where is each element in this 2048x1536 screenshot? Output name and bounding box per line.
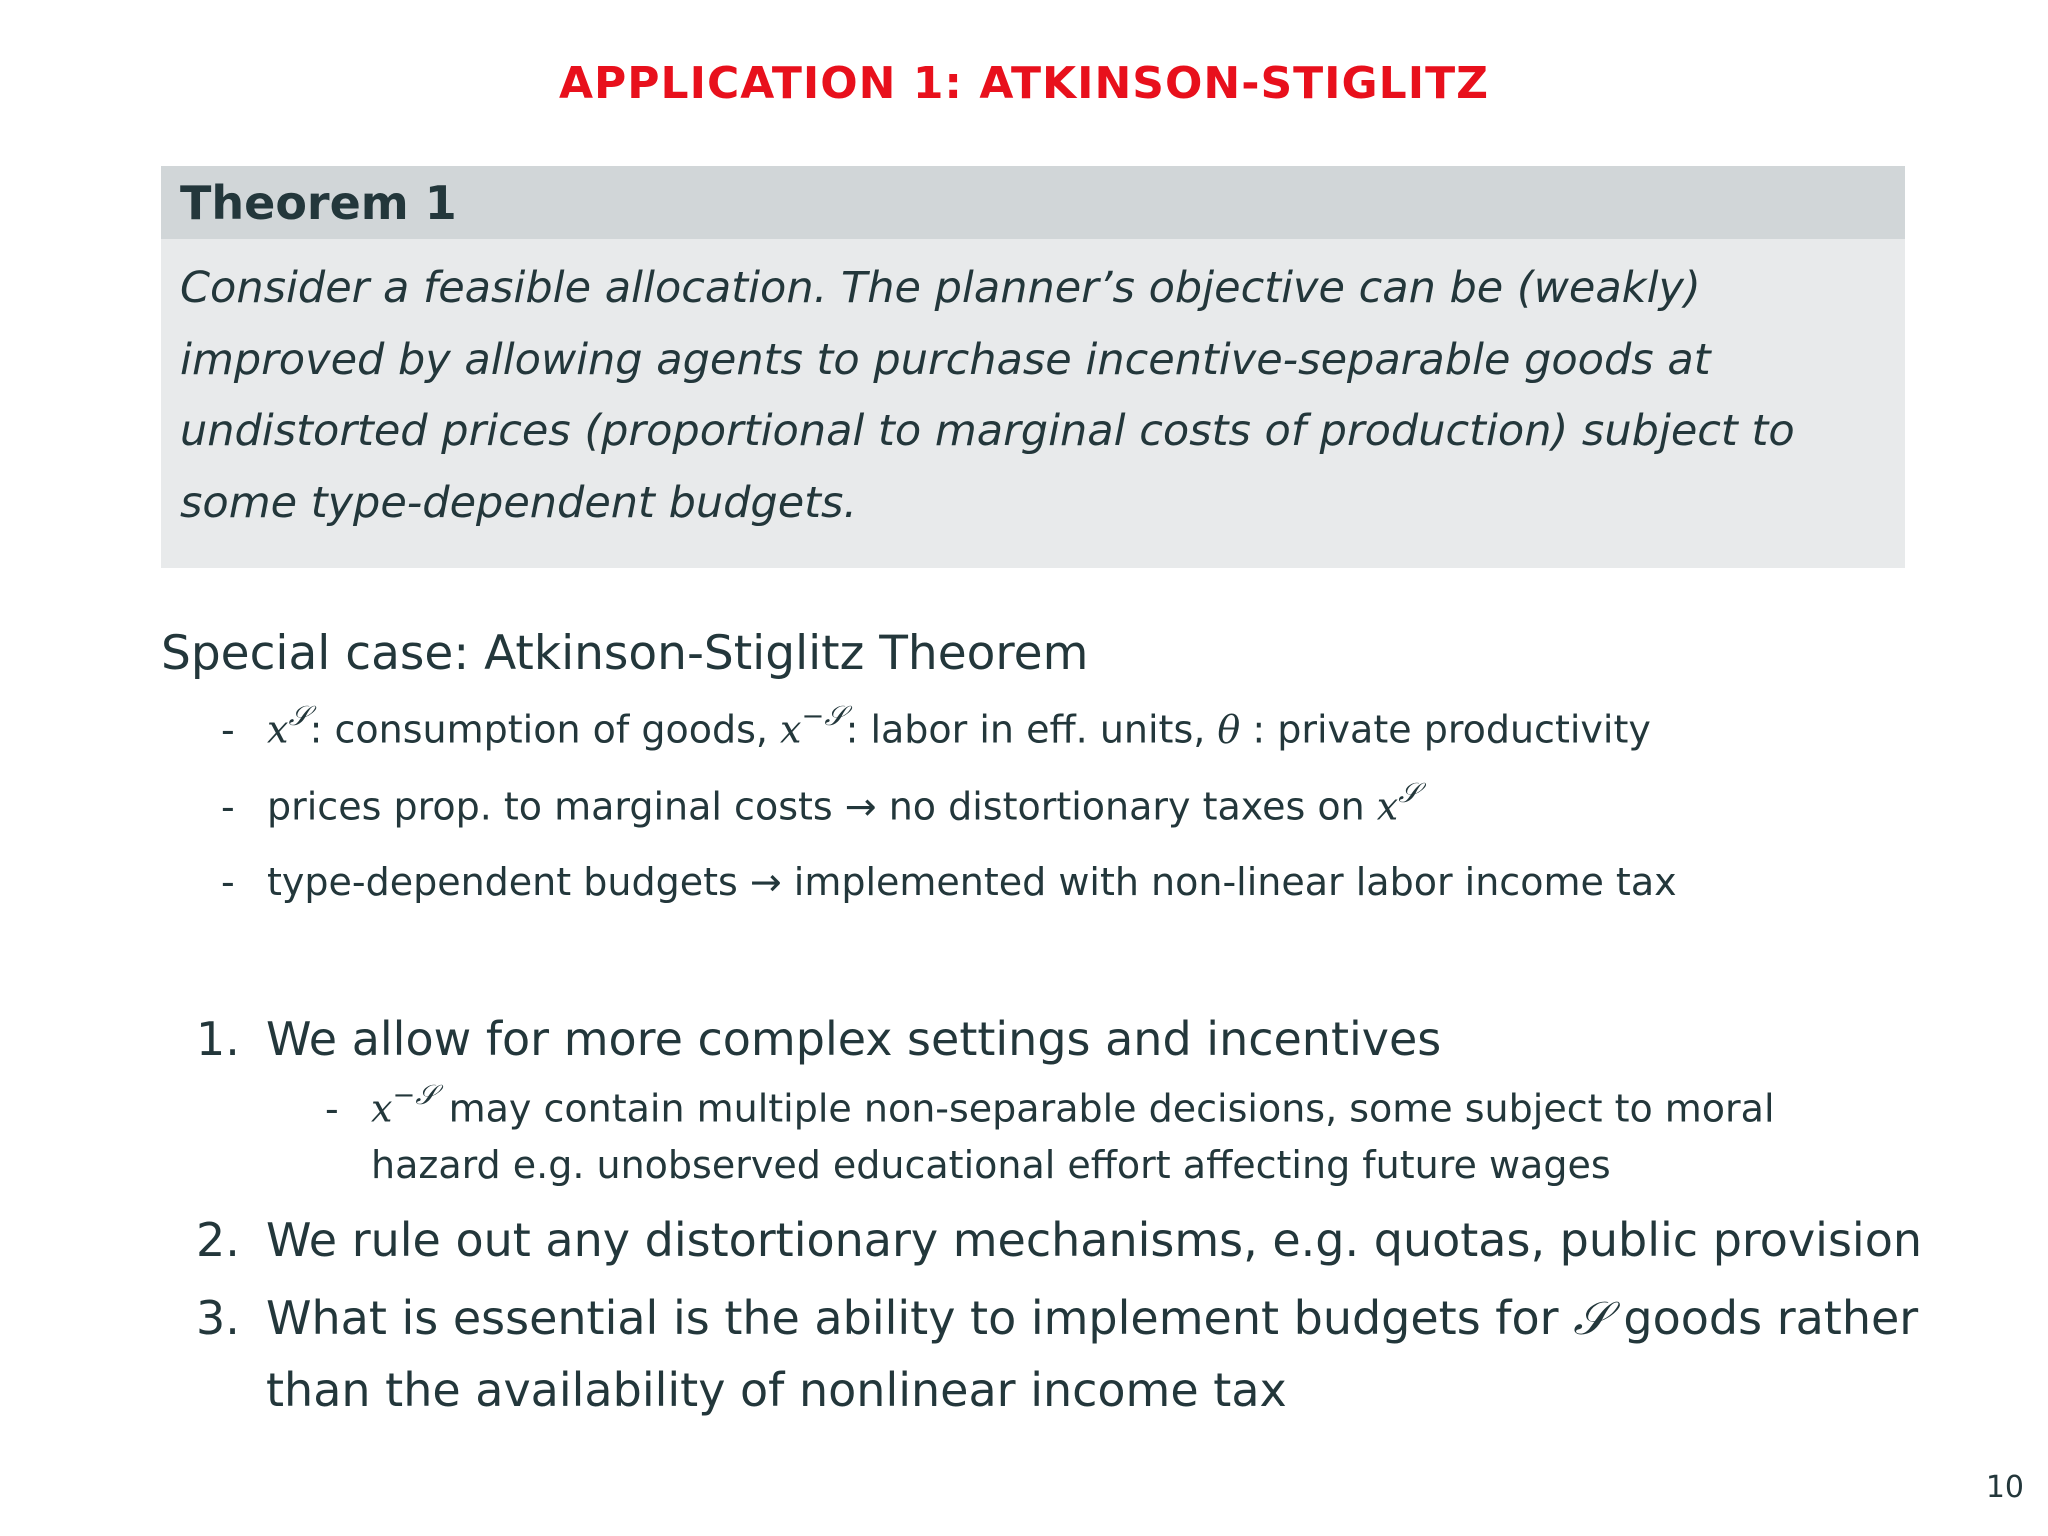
numbered-item-2 xyxy=(196,1213,1922,1267)
special-case-bullet-3: - type-dependent budgets → implemented with non-linear labor income tax xyxy=(221,860,1677,904)
theorem-line: Consider a feasible allocation. The planner’s objective can be (weakly) xyxy=(180,263,1701,313)
sub-text: may contain multiple non-separable decisions, some subject to moral xyxy=(436,1086,1775,1131)
math-var: x xyxy=(267,707,289,752)
special-case-bullet-2: - prices prop. to marginal costs → no distortionary taxes on $x^𝒮$ xyxy=(221,777,1420,829)
bullet-text: type-dependent budgets → implemented with non-linear labor income tax xyxy=(267,860,1677,904)
item-number: 1. xyxy=(196,1012,240,1066)
math-superscript: 𝒮 xyxy=(1398,777,1420,809)
math-var: x xyxy=(1376,784,1399,829)
item-text: goods rather xyxy=(1608,1291,1919,1345)
page-number: 10 xyxy=(1985,1470,2024,1505)
special-case-bullet-1: - $x^𝒮$: consumption of goods, $x^{-𝒮}$: labor in eff. units, θ : private productivity xyxy=(221,700,1651,752)
bullet-text: : consumption of goods, xyxy=(309,707,781,752)
numbered-item-1 xyxy=(196,1012,1441,1066)
math-superscript: −𝒮 xyxy=(801,700,846,732)
bullet-text: prices prop. to marginal costs → no distortionary taxes on xyxy=(267,784,1377,829)
theorem-body xyxy=(161,239,1905,539)
math-symbol: 𝒮 xyxy=(1573,1291,1609,1345)
item-text: We rule out any distortionary mechanisms, e.g. quotas, public provision xyxy=(266,1213,1922,1267)
theorem-heading: Theorem 1 xyxy=(161,166,1905,239)
math-superscript: −𝒮 xyxy=(392,1079,437,1111)
item-number: 2. xyxy=(196,1213,240,1267)
item-text: We allow for more complex settings and incentives xyxy=(266,1012,1442,1066)
bullet-text: : private productivity xyxy=(1240,707,1651,752)
math-var: x xyxy=(780,707,802,752)
item-text: What is essential is the ability to implement budgets for xyxy=(266,1291,1574,1345)
theorem-line: improved by allowing agents to purchase incentive-separable goods at xyxy=(180,334,1711,385)
slide-title: APPLICATION 1: ATKINSON-STIGLITZ xyxy=(559,58,1489,109)
numbered-item-1-sub-cont: hazard e.g. unobserved educational effort affecting future wages xyxy=(371,1143,1611,1187)
theorem-block xyxy=(161,166,1905,568)
numbered-item-3 xyxy=(196,1291,1918,1347)
math-superscript: 𝒮 xyxy=(288,700,310,732)
numbered-item-3-cont: than the availability of nonlinear income tax xyxy=(266,1363,1287,1417)
theorem-line: some type-dependent budgets. xyxy=(180,477,858,528)
bullet-text: : labor in eff. units, xyxy=(845,707,1218,752)
special-case-heading: Special case: Atkinson-Stiglitz Theorem xyxy=(161,626,1089,681)
math-var: θ xyxy=(1217,707,1241,752)
math-var: x xyxy=(371,1086,393,1131)
numbered-item-1-sub: - $x^{-𝒮}$ may contain multiple non-separable decisions, some subject to moral xyxy=(325,1079,1775,1131)
item-number: 3. xyxy=(196,1291,240,1345)
theorem-line: undistorted prices (proportional to marginal costs of production) subject to xyxy=(180,406,1795,456)
